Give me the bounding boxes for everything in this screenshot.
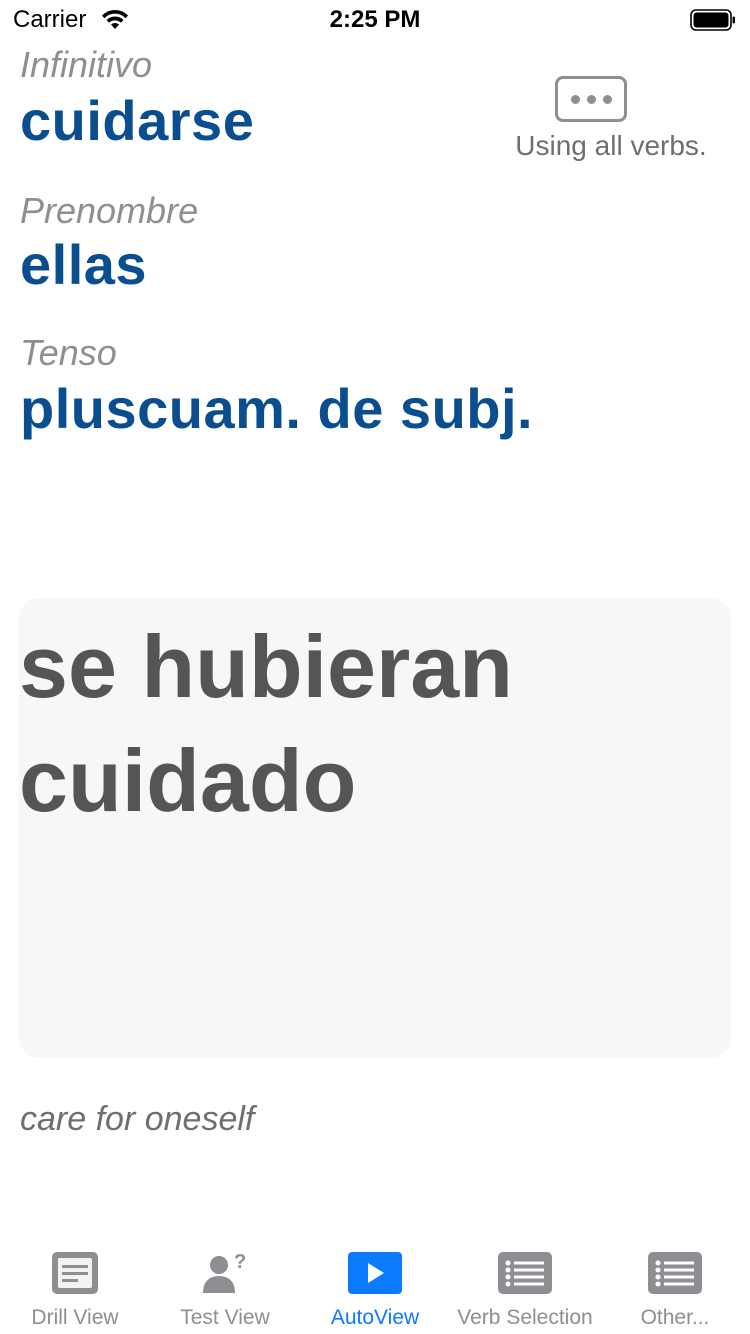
tab-label: AutoView bbox=[330, 1306, 420, 1329]
tab-label: Drill View bbox=[31, 1306, 119, 1329]
tab-label: Verb Selection bbox=[457, 1306, 593, 1329]
test-view-icon bbox=[197, 1251, 253, 1295]
list-icon bbox=[497, 1251, 553, 1295]
infinitive-label: Infinitivo bbox=[20, 44, 153, 85]
tab-label: Other... bbox=[640, 1306, 710, 1329]
list-icon bbox=[647, 1251, 703, 1295]
ellipsis-icon bbox=[571, 95, 580, 104]
ellipsis-icon bbox=[587, 95, 596, 104]
status-time: 2:25 PM bbox=[329, 6, 421, 33]
answer-line-2: cuidado bbox=[19, 731, 357, 830]
pronoun-label: Prenombre bbox=[20, 190, 199, 231]
play-icon bbox=[347, 1251, 403, 1295]
more-options-button[interactable] bbox=[555, 76, 627, 122]
ellipsis-icon bbox=[603, 95, 612, 104]
tense-label: Tenso bbox=[20, 332, 117, 373]
tab-test-view[interactable] bbox=[150, 1236, 300, 1334]
battery-icon bbox=[690, 9, 736, 31]
english-translation: care for oneself bbox=[20, 1100, 255, 1138]
tab-verb-selection[interactable] bbox=[450, 1236, 600, 1334]
carrier-label: Carrier bbox=[13, 6, 87, 33]
tab-drill-view[interactable] bbox=[0, 1236, 150, 1334]
tab-bar bbox=[0, 1236, 750, 1334]
status-bar bbox=[0, 0, 750, 40]
tab-label: Test View bbox=[180, 1306, 270, 1329]
infinitive-value: cuidarse bbox=[20, 89, 255, 152]
verb-usage-status: Using all verbs. bbox=[515, 130, 707, 161]
drill-view-icon bbox=[47, 1251, 103, 1295]
tab-autoview[interactable] bbox=[300, 1236, 450, 1334]
tab-other[interactable] bbox=[600, 1236, 750, 1334]
tense-value: pluscuam. de subj. bbox=[20, 377, 534, 440]
answer-card[interactable] bbox=[19, 598, 731, 1058]
conjugated-answer bbox=[19, 610, 719, 838]
answer-line-1: se hubieran bbox=[19, 617, 513, 716]
svg-text:?: ? bbox=[234, 1251, 247, 1273]
pronoun-value: ellas bbox=[20, 233, 148, 296]
